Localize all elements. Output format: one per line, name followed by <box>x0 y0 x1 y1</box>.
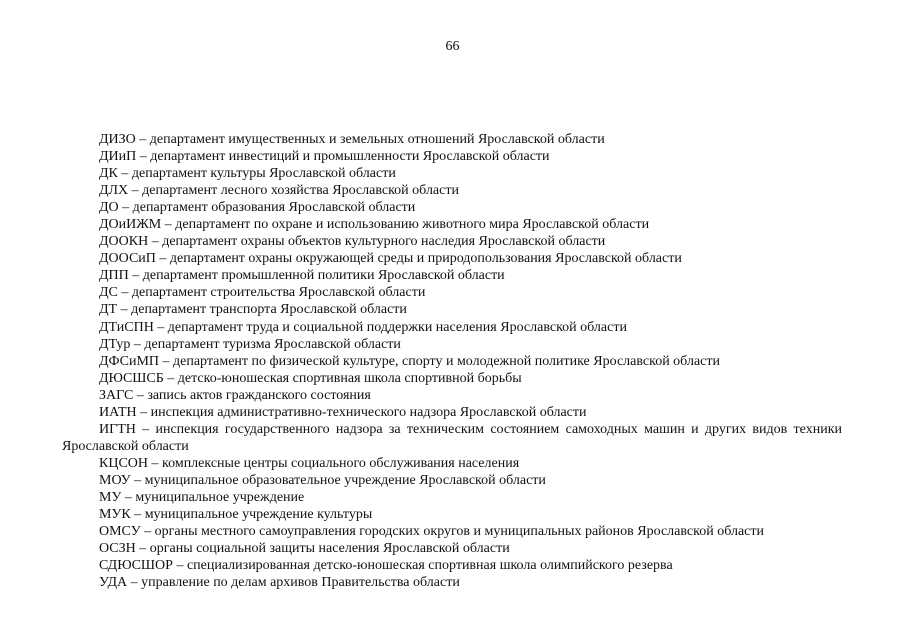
abbreviation-entry: ИАТН – инспекция административно-технического надзора Ярославской области <box>99 404 587 420</box>
abbreviation-entry: МУ – муниципальное учреждение <box>99 489 305 505</box>
abbreviation-entry: ДООКН – департамент охраны объектов культурного наследия Ярославской области <box>99 234 606 250</box>
abbreviation-entry: ЗАГС – запись актов гражданского состояния <box>99 387 371 403</box>
page-number: 66 <box>445 39 460 54</box>
abbreviation-entry: ДС – департамент строительства Ярославской области <box>99 285 426 301</box>
abbreviation-entry: ДТиСПН – департамент труда и социальной поддержки населения Ярославской области <box>99 319 627 335</box>
abbreviation-list <box>62 131 842 591</box>
abbreviation-entry: ДЛХ – департамент лесного хозяйства Ярославской области <box>99 183 459 199</box>
abbreviation-entry: ДО – департамент образования Ярославской области <box>99 200 416 216</box>
abbreviation-entry: ОМСУ – органы местного самоуправления городских округов и муниципальных районов Ярославской области <box>99 524 764 540</box>
abbreviation-entry: ОСЗН – органы социальной защиты населения Ярославской области <box>99 541 510 557</box>
abbreviation-entry: ДООСиП – департамент охраны окружающей среды и природопользования Ярославской области <box>99 251 682 267</box>
abbreviation-entry: ДИиП – департамент инвестиций и промышленности Ярославской области <box>99 149 550 165</box>
abbreviation-entry: МУК – муниципальное учреждение культуры <box>99 507 373 523</box>
abbreviation-entry: ИГТН – инспекция государственного надзора за техническим состоянием самоходных машин и других видов техники Ярославской области <box>62 421 842 454</box>
abbreviation-entry: СДЮСШОР – специализированная детско-юношеская спортивная школа олимпийского резерва <box>99 558 673 574</box>
abbreviation-entry: ДИЗО – департамент имущественных и земельных отношений Ярославской области <box>99 132 605 147</box>
abbreviation-entry: ДОиИЖМ – департамент по охране и использованию животного мира Ярославской области <box>99 217 650 233</box>
abbreviation-entry: ДПП – департамент промышленной политики Ярославской области <box>99 268 505 284</box>
abbreviation-entry: ДТ – департамент транспорта Ярославской области <box>99 302 407 318</box>
abbreviation-entry: ДК – департамент культуры Ярославской области <box>99 166 396 182</box>
abbreviation-entry: УДА – управление по делам архивов Правительства области <box>99 575 460 591</box>
abbreviation-entry: МОУ – муниципальное образовательное учреждение Ярославской области <box>99 472 546 488</box>
abbreviation-entry: ДФСиМП – департамент по физической культуре, спорту и молодежной политике Ярославской области <box>99 353 720 369</box>
abbreviation-entry: ДТур – департамент туризма Ярославской области <box>99 336 401 352</box>
abbreviation-entry: КЦСОН – комплексные центры социального обслуживания населения <box>99 455 520 471</box>
abbreviation-entry: ДЮСШСБ – детско-юношеская спортивная школа спортивной борьбы <box>99 370 522 386</box>
